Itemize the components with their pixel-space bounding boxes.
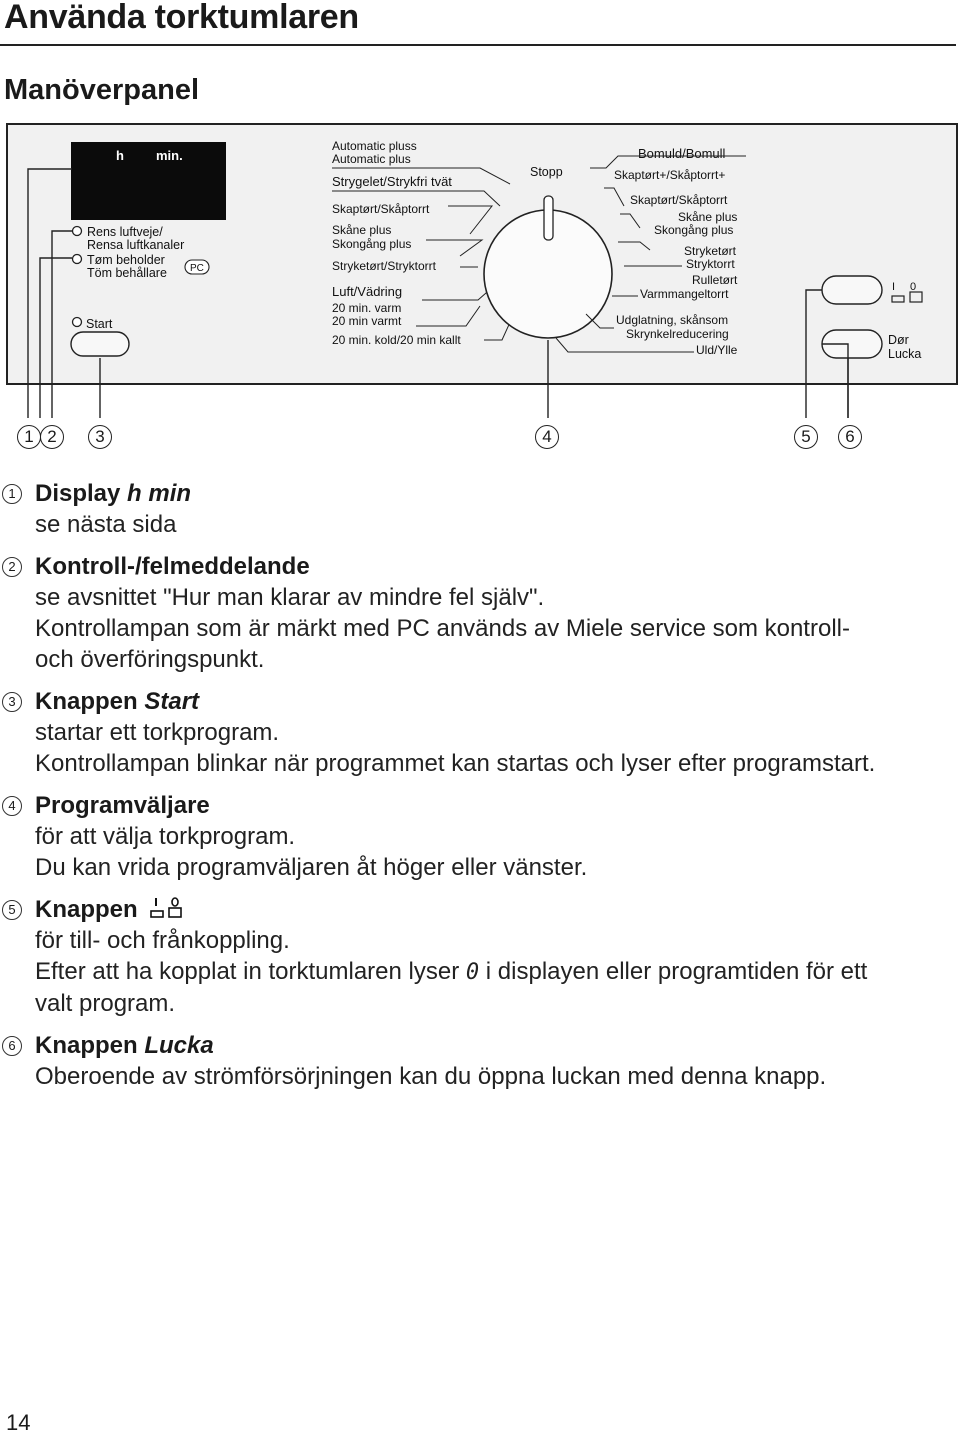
item-text: valt program. [35, 990, 176, 1017]
item-number: 2 [2, 557, 22, 577]
svg-text:Lucka: Lucka [888, 347, 922, 361]
page-number: 14 [6, 1410, 31, 1435]
item-heading: Kontroll-/felmeddelande [35, 553, 310, 580]
svg-text:Rensa luftkanaler: Rensa luftkanaler [87, 238, 185, 252]
svg-text:I: I [892, 281, 896, 293]
svg-text:Skåne plus: Skåne plus [678, 210, 738, 224]
dial-pointer [544, 196, 553, 240]
item-heading: Knappen [35, 894, 960, 925]
lamp-rens-luftkanaler [73, 227, 82, 236]
item-heading: Knappen Lucka [35, 1032, 214, 1059]
svg-text:Varmmangeltorrt: Varmmangeltorrt [640, 287, 729, 301]
item-number: 1 [2, 484, 22, 504]
svg-text:Skåne plus: Skåne plus [332, 223, 392, 237]
item-text: Du kan vrida programväljaren åt höger eller vänster. [35, 854, 588, 881]
svg-text:20 min varmt: 20 min varmt [332, 314, 402, 328]
callout-4: 4 [535, 425, 559, 449]
list-item [0, 1030, 960, 1092]
on-off-button[interactable] [822, 276, 882, 304]
lamp-start [73, 318, 82, 327]
item-text: startar ett torkprogram. [35, 719, 280, 746]
display-min-label: min. [156, 148, 183, 163]
item-text: se nästa sida [35, 511, 177, 538]
start-button[interactable] [71, 332, 129, 356]
item-text: och överföringspunkt. [35, 646, 265, 673]
display-zero-glyph: 0 [465, 960, 480, 985]
item-number: 4 [2, 796, 22, 816]
svg-text:20 min. varm: 20 min. varm [332, 301, 402, 315]
svg-text:Automatic plus: Automatic plus [332, 152, 411, 166]
display-h-label: h [116, 148, 124, 163]
list-item [0, 790, 960, 883]
callout-5: 5 [794, 425, 818, 449]
description-list [0, 478, 960, 1103]
svg-text:Skaptørt+/Skåptorrt+: Skaptørt+/Skåptorrt+ [614, 168, 726, 182]
svg-text:Stryketørt: Stryketørt [684, 244, 737, 258]
svg-text:Rens luftveje/: Rens luftveje/ [87, 225, 163, 239]
svg-text:Dør: Dør [888, 333, 909, 347]
item-number: 5 [2, 900, 22, 920]
svg-text:Stryketørt/Stryktorrt: Stryketørt/Stryktorrt [332, 259, 437, 273]
item-text: Efter att ha kopplat in torktumlaren lyser 0 i displayen eller programtiden för ett [35, 956, 960, 988]
svg-text:0: 0 [910, 281, 917, 293]
list-item [0, 551, 960, 675]
list-item [0, 894, 960, 1019]
on-off-icon [150, 896, 184, 920]
section-title: Manöverpanel [4, 74, 199, 106]
svg-text:Start: Start [86, 317, 113, 331]
item-text: för till- och frånkoppling. [35, 927, 290, 954]
item-heading: Programväljare [35, 792, 210, 819]
display-screen [71, 142, 226, 220]
item-text: Kontrollampan blinkar när programmet kan startas och lyser efter programstart. [35, 750, 876, 777]
svg-text:Strygelet/Strykfri tvät: Strygelet/Strykfri tvät [332, 174, 452, 189]
svg-text:Töm behållare: Töm behållare [87, 266, 167, 280]
svg-text:Skaptørt/Skåptorrt: Skaptørt/Skåptorrt [630, 193, 728, 207]
item-text: Kontrollampan som är märkt med PC används av Miele service som kontroll- [35, 615, 850, 642]
callout-1: 1 [17, 425, 41, 449]
callout-6: 6 [838, 425, 862, 449]
svg-text:Udglatning, skånsom: Udglatning, skånsom [616, 313, 729, 327]
svg-text:Stryktorrt: Stryktorrt [686, 257, 735, 271]
svg-text:Rulletørt: Rulletørt [692, 273, 738, 287]
svg-text:Uld/Ylle: Uld/Ylle [696, 343, 738, 357]
svg-text:Luft/Vädring: Luft/Vädring [332, 284, 403, 299]
item-number: 6 [2, 1036, 22, 1056]
item-text: Oberoende av strömförsörjningen kan du öppna luckan med denna knapp. [35, 1063, 827, 1090]
item-number: 3 [2, 692, 22, 712]
callout-2: 2 [40, 425, 64, 449]
item-text: för att välja torkprogram. [35, 823, 296, 850]
svg-text:Skrynkelreducering: Skrynkelreducering [626, 327, 729, 341]
svg-text:Stopp: Stopp [530, 165, 563, 179]
item-heading: Knappen Start [35, 688, 200, 715]
lamp-tom-behallare [73, 255, 82, 264]
item-heading: Display h min [35, 480, 192, 507]
list-item [0, 686, 960, 779]
svg-text:Skongång plus: Skongång plus [332, 237, 412, 251]
control-panel-diagram [0, 118, 960, 468]
title-divider [0, 44, 956, 46]
page-title: Använda torktumlaren [4, 0, 359, 36]
svg-text:Skongång plus: Skongång plus [654, 223, 734, 237]
svg-text:Bomuld/Bomull: Bomuld/Bomull [638, 146, 726, 161]
svg-text:Automatic pluss: Automatic pluss [332, 139, 417, 153]
callout-3: 3 [88, 425, 112, 449]
svg-text:Tøm beholder: Tøm beholder [87, 253, 165, 267]
svg-text:20 min. kold/20 min kallt: 20 min. kold/20 min kallt [332, 333, 461, 347]
svg-text:Skaptørt/Skåptorrt: Skaptørt/Skåptorrt [332, 202, 430, 216]
list-item [0, 478, 960, 540]
svg-text:PC: PC [190, 263, 204, 274]
item-text: se avsnittet "Hur man klarar av mindre fel själv". [35, 584, 545, 611]
